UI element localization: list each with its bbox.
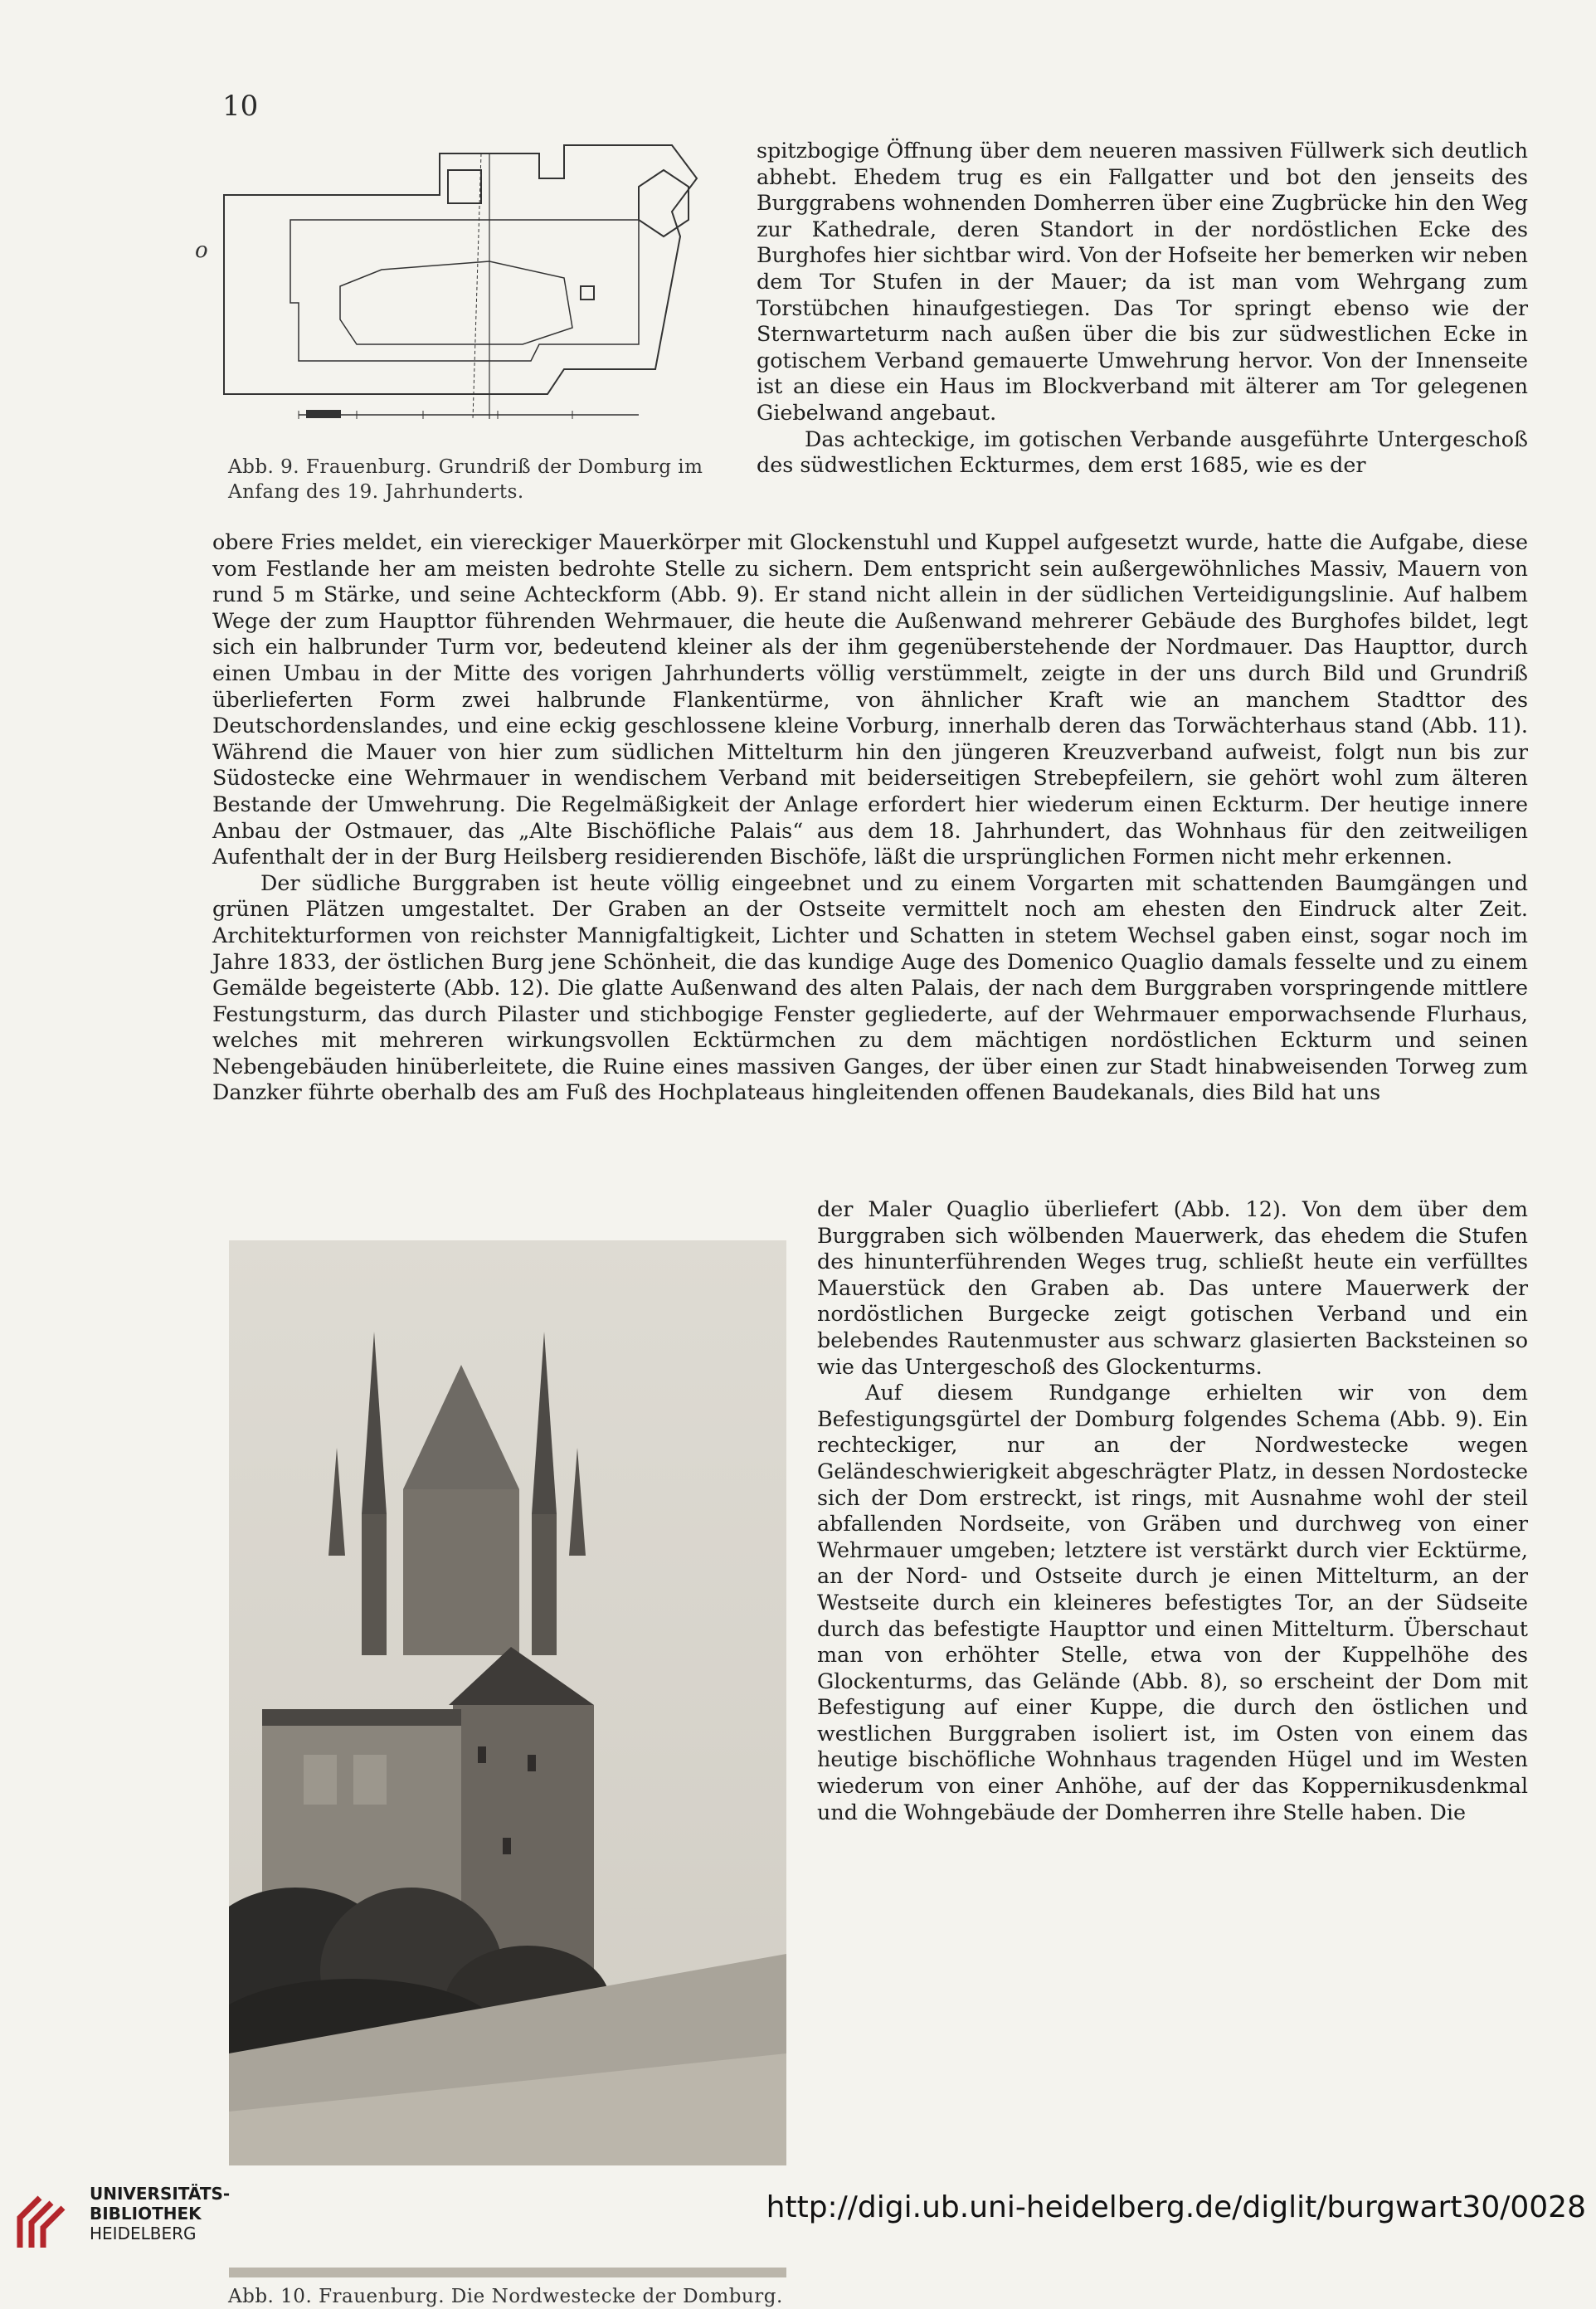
- text-column-top-right: [757, 138, 1528, 479]
- figure-9-caption: Abb. 9. Frauenburg. Grundriß der Domburg im Anfang des 19. Jahrhunderts.: [228, 456, 703, 503]
- university-library-logo-icon: [15, 2185, 73, 2251]
- library-line: HEIDELBERG: [90, 2224, 197, 2243]
- paragraph: Der südliche Burggraben ist heute völlig eingeebnet und zu einem Vorgarten mit schattenden Baumgängen und grünen Plätzen umgestaltet. Der Graben an der Ostseite vermittelt noch am ehesten den Eindruck alter Zeit. Architekturformen von reichster Mannigfaltigkeit, Lichter und Schatten in stetem Wechsel gaben einst, sogar noch im Jahre 1833, der östlichen Burg jene Schönheit, die das kundige Auge des Domenico Quaglio damals fesselte und zu einem Gemälde begeisterte (Abb. 12). Die glatte Außenwand des alten Palais, der nach dem Burggraben vorspringende mittlere Festungsturm, das durch Pilaster und stichbogige Fenster gegliederte, auf der Wehrmauer emporwachsende Flurhaus, welches mit mehreren wirkungsvollen Ecktürmchen zu dem mächtigen nordöstlichen Eckturm und seinen Nebengebäuden hinüberleitete, die Ruine eines massiven Ganges, der über einen zur Stadt hinabweisenden Torweg zum Danzker führte oberhalb des am Fuß des Hochplateaus hingleitenden offenen Baudekanals, dies Bild hat uns: [212, 870, 1528, 1105]
- paragraph: obere Fries meldet, ein viereckiger Mauerkörper mit Glockenstuhl und Kuppel aufgesetzt wurde, hatte die Aufgabe, diese vom Festlande her am meisten bedrohte Stelle zu sichern. Dem entspricht sein außergewöhnliches Massiv, Mauern von rund 5 m Stärke, und seine Achteckform (Abb. 9). Er stand nicht allein in der südlichen Verteidigungslinie. Auf halbem Wege der zum Haupttor führenden Wehrmauer, die heute die Außenwand mehrerer Gebäude des Burghofes bildet, legt sich ein halbrunder Turm vor, bedeutend kleiner als der ihm gegenüberstehende der Nordmauer. Das Haupttor, durch einen Umbau in der Mitte des vorigen Jahrhunderts völlig verstümmelt, zeigte in der uns durch Bild und Grundriß überlieferten Form zwei halbrunde Flankentürme, von ähnlicher Kraft wie an manchem Stadttor des Deutschordenslandes, und eine eckig geschlossene kleine Vorburg, innerhalb deren das Torwächterhaus stand (Abb. 11). Während die Mauer von hier zum südlichen Mittelturm hin den jüngeren Kreuzverband aufweist, folgt nun bis zur Südostecke eine Wehrmauer in wendischem Verband mit beiderseitigen Strebepfeilern, sie gehört wohl zum älteren Bestande der Umwehrung. Die Regelmäßigkeit der Anlage erfordert hier wiederum einen Eckturm. Der heutige innere Anbau der Ostmauer, das „Alte Bischöfliche Palais“ aus dem 18. Jahrhundert, das Wohnhaus für den zeitweiligen Aufenthalt der in der Burg Heilsberg residierenden Bischöfe, läßt die ursprünglichen Formen nicht mehr erkennen.: [212, 529, 1528, 870]
- text-column-bottom-right: [817, 1196, 1528, 1825]
- page-number: 10: [222, 90, 259, 123]
- paragraph: Das achteckige, im gotischen Verbande ausgeführte Untergeschoß des südwestlichen Eckturmes, dem erst 1685, wie es der: [757, 426, 1528, 478]
- library-line: UNIVERSITÄTS-: [90, 2184, 231, 2204]
- source-url-link[interactable]: http://digi.ub.uni-heidelberg.de/diglit/burgwart30/0028: [766, 2190, 1586, 2224]
- floor-plan-figure: [191, 137, 738, 452]
- library-line: BIBLIOTHEK: [90, 2204, 202, 2224]
- library-name: [90, 2184, 230, 2243]
- north-mark: o: [195, 238, 208, 263]
- paragraph: Auf diesem Rundgange erhielten wir von dem Befestigungsgürtel der Domburg folgendes Schema (Abb. 9). Ein rechteckiger, nur an der Nordwestecke wegen Geländeschwierigkeit abgeschrägter Platz, in dessen Nordostecke sich der Dom erstreckt, ist rings, mit Ausnahme wohl der steil abfallenden Nordseite, von Gräben und durchweg von einer Wehrmauer umgeben; letztere ist verstärkt durch vier Ecktürme, an der Nord- und Ostseite durch je einen Mittelturm, an der Westseite durch ein kleineres befestigtes Tor, an der Südseite durch das befestigte Haupttor und einen Mittelturm. Überschaut man von erhöhter Stelle, etwa von der Kuppelhöhe des Glockenturms, das Gelände (Abb. 8), so erscheint der Dom mit Befestigung auf einer Kuppe, die durch den östlichen und westlichen Burggraben isoliert ist, im Osten von einem das heutige bischöfliche Wohnhaus tragenden Hügel und im Westen wiederum von einer Anhöhe, auf der das Koppernikusdenkmal und die Wohngebäude der Domherren ihre Stelle haben. Die: [817, 1380, 1528, 1824]
- cathedral-photo: [229, 1240, 786, 2277]
- paragraph: spitzbogige Öffnung über dem neueren massiven Füllwerk sich deutlich abhebt. Ehedem trug es ein Fallgatter und bot den jenseits des Burggrabens wohnenden Domherren über eine Zugbrücke hin den Weg zur Kathedrale, deren Standort in der nordöstlichen Ecke des Burghofes hier sichtbar wird. Von der Hofseite her bemerken wir neben dem Tor Stufen in der Mauer; da ist man vom Wehrgang zum Torstübchen hinaufgestiegen. Das Tor springt ebenso wie der Sternwarteturm nach außen über die bis zur südwestlichen Ecke in gotischem Verband gemauerte Umwehrung hervor. Von der Innenseite ist an diese ein Haus im Blockverband mit älterer am Tor gelegenen Giebelwand angebaut.: [757, 138, 1528, 425]
- figure-10-caption: Abb. 10. Frauenburg. Die Nordwestecke der Domburg.: [228, 2286, 783, 2307]
- paragraph: der Maler Quaglio überliefert (Abb. 12). Von dem über dem Burggraben sich wölbenden Mauerwerk, das ehedem die Stufen des hinunterführenden Weges trug, schließt heute ein verfülltes Mauerstück den Graben ab. Das untere Mauerwerk der nordöstlichen Burgecke zeigt gotischen Verband und ein belebendes Rautenmuster aus schwarz glasierten Backsteinen so wie das Untergeschoß des Glockenturms.: [817, 1196, 1528, 1379]
- text-column-full: [212, 529, 1528, 1106]
